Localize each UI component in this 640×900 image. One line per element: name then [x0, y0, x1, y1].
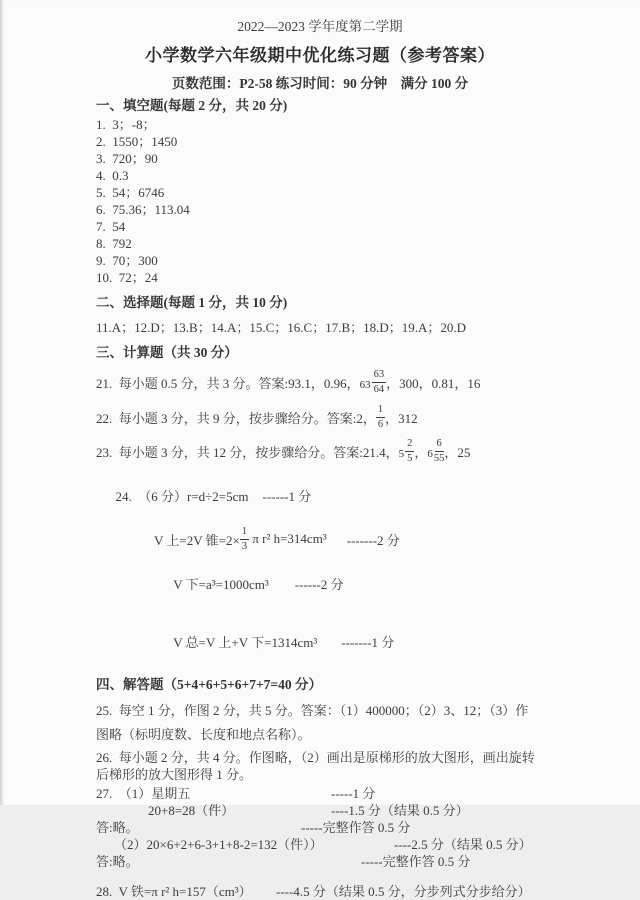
mixed-number — [360, 369, 387, 395]
fraction-numerator: 6 — [435, 438, 444, 452]
question-24-step-1 — [96, 471, 604, 522]
fill-item-1: 1. 3；-8； — [96, 117, 156, 132]
q27-row1-score: -----1 分 — [331, 786, 376, 801]
question-24-step-4 — [96, 617, 604, 668]
fraction — [376, 404, 385, 430]
q21-text-pre: 21. 每小题 0.5 分，共 3 分。答案:93.1，0.96， — [96, 375, 360, 391]
q24-step4-text: V 总=V 上+V 下=1314cm³ — [173, 635, 318, 650]
question-25-line-1: 25. 每空 1 分，作图 2 分，共 5 分。答案：（1）400000；（2）3、12；（3）作 — [96, 703, 529, 718]
q24-step3-text: V 下=a³=1000cm³ — [173, 577, 269, 592]
fraction-denominator: 5 — [407, 452, 413, 464]
q27-row5-text: 答:略。 — [96, 854, 139, 869]
q27-row2-text: 20+8=28（件） — [148, 803, 235, 818]
section-1-heading: 一、填空题(每题 2 分，共 20 分) — [96, 98, 288, 113]
section-3-heading: 三、计算题（共 30 分） — [96, 345, 238, 360]
q23-text-pre: 23. 每小题 3 分，共 12 分，按步骤给分。答案:21.4， — [96, 444, 399, 460]
question-27-row-1 — [96, 785, 604, 802]
fill-item-10: 10. 72；24 — [96, 270, 158, 285]
fraction — [405, 438, 414, 464]
document-header — [0, 0, 640, 93]
section-2-heading: 二、选择题(每题 1 分，共 10 分) — [96, 295, 288, 310]
fraction-numerator: 1 — [240, 526, 249, 540]
fraction-numerator: 1 — [376, 404, 385, 418]
fraction-denominator: 55 — [433, 452, 445, 464]
q28-score: ----4.5 分（结果 0.5 分，分步列式分步给分） — [276, 884, 531, 899]
fill-item-9: 9. 70；300 — [96, 253, 158, 268]
q24-step2-score: -------2 分 — [346, 532, 400, 548]
fraction-numerator: 63 — [372, 369, 387, 383]
q27-row4-text: （2）20×6+2+6-3+1+8-2=132（件）） — [114, 837, 323, 852]
q24-step4-score: -------1 分 — [341, 635, 395, 650]
fill-item-7: 7. 54 — [96, 219, 126, 234]
q27-row5-score: -----完整作答 0.5 分 — [361, 854, 471, 869]
fill-in-answers — [96, 116, 604, 286]
mixed-number — [399, 438, 415, 464]
fraction-denominator: 64 — [373, 383, 385, 395]
fill-item-8: 8. 792 — [96, 236, 132, 251]
mixed-whole: 5 — [398, 448, 405, 460]
q27-row1-text: 27. （1）星期五 — [96, 786, 191, 801]
mixed-whole: 6 — [427, 448, 433, 460]
q27-row4-score: ----2.5 分（结果 0.5 分） — [394, 837, 532, 852]
page-title: 小学数学六年级期中优化练习题（参考答案） — [145, 46, 495, 65]
fraction-denominator: 3 — [241, 540, 248, 552]
question-28-row — [96, 883, 604, 900]
fill-item-3: 3. 720；90 — [96, 151, 158, 166]
question-26-line-1: 26. 每小题 2 分，共 4 分。作图略，（2）画出是原梯形的放大图形，画出旋转 — [96, 750, 535, 765]
question-26-line-2: 后梯形的放大图形得 1 分。 — [96, 767, 253, 782]
document-body — [0, 97, 640, 900]
fill-item-5: 5. 54；6746 — [96, 185, 165, 200]
q22-text-pre: 22. 每小题 3 分，共 9 分，按步骤给分。答案:2， — [96, 410, 376, 426]
q27-row3-text: 答:略。 — [96, 820, 139, 835]
exam-meta: 页数范围：P2-58 练习时间：90 分钟 满分 100 分 — [171, 76, 469, 91]
question-24-step-3 — [96, 559, 604, 610]
q27-row3-score: -----完整作答 0.5 分 — [301, 820, 411, 835]
fraction — [372, 369, 387, 395]
question-21-answer — [96, 366, 604, 398]
question-27-row-4 — [96, 836, 604, 853]
question-24-step-2 — [96, 524, 604, 554]
q22-text-post: ，312 — [385, 410, 418, 426]
q24-step2-post: π r² h=314cm³ — [249, 531, 327, 546]
fraction-numerator: 2 — [405, 438, 414, 452]
mixed-number — [427, 438, 444, 464]
question-27-row-5 — [96, 853, 604, 870]
fraction — [240, 526, 249, 552]
choice-answers: 11.A；12.D；13.B；14.A；15.C；16.C；17.B；18.D；19.A；20.D — [96, 320, 467, 335]
fill-item-6: 6. 75.36；113.04 — [96, 202, 190, 217]
q23-text-mid: ， — [414, 444, 428, 460]
question-23-answer — [96, 435, 604, 467]
q21-text-post: ，300，0.81，16 — [386, 375, 481, 391]
school-term: 2022—2023 学年度第二学期 — [237, 19, 403, 34]
q27-row2-score: ----1.5 分（结果 0.5 分） — [331, 803, 469, 818]
fill-item-4: 4. 0.3 — [96, 168, 129, 183]
q24-step1-score: ------1 分 — [262, 489, 312, 504]
question-27-row-3 — [96, 819, 604, 836]
fraction-denominator: 6 — [377, 418, 384, 430]
question-22-answer — [96, 401, 604, 433]
question-25-line-2: 图略（标明度数、长度和地点名称）。 — [96, 727, 311, 742]
fraction — [434, 438, 445, 464]
q24-step2-pre: V 上=2V 锥=2× — [154, 532, 240, 548]
q24-step3-score: ------2 分 — [294, 577, 344, 592]
q23-text-post: ，25 — [444, 444, 471, 460]
section-4-heading: 四、解答题（5+4+6+5+6+7+7=40 分） — [96, 677, 322, 692]
fill-item-2: 2. 1550；1450 — [96, 134, 178, 149]
mixed-whole: 63 — [359, 379, 371, 391]
q24-step1-text: 24. （6 分）r=d÷2=5cm — [115, 489, 249, 504]
question-27-row-2 — [96, 802, 604, 819]
q28-text: 28. V 铁=π r² h=157（cm³） — [96, 884, 252, 899]
